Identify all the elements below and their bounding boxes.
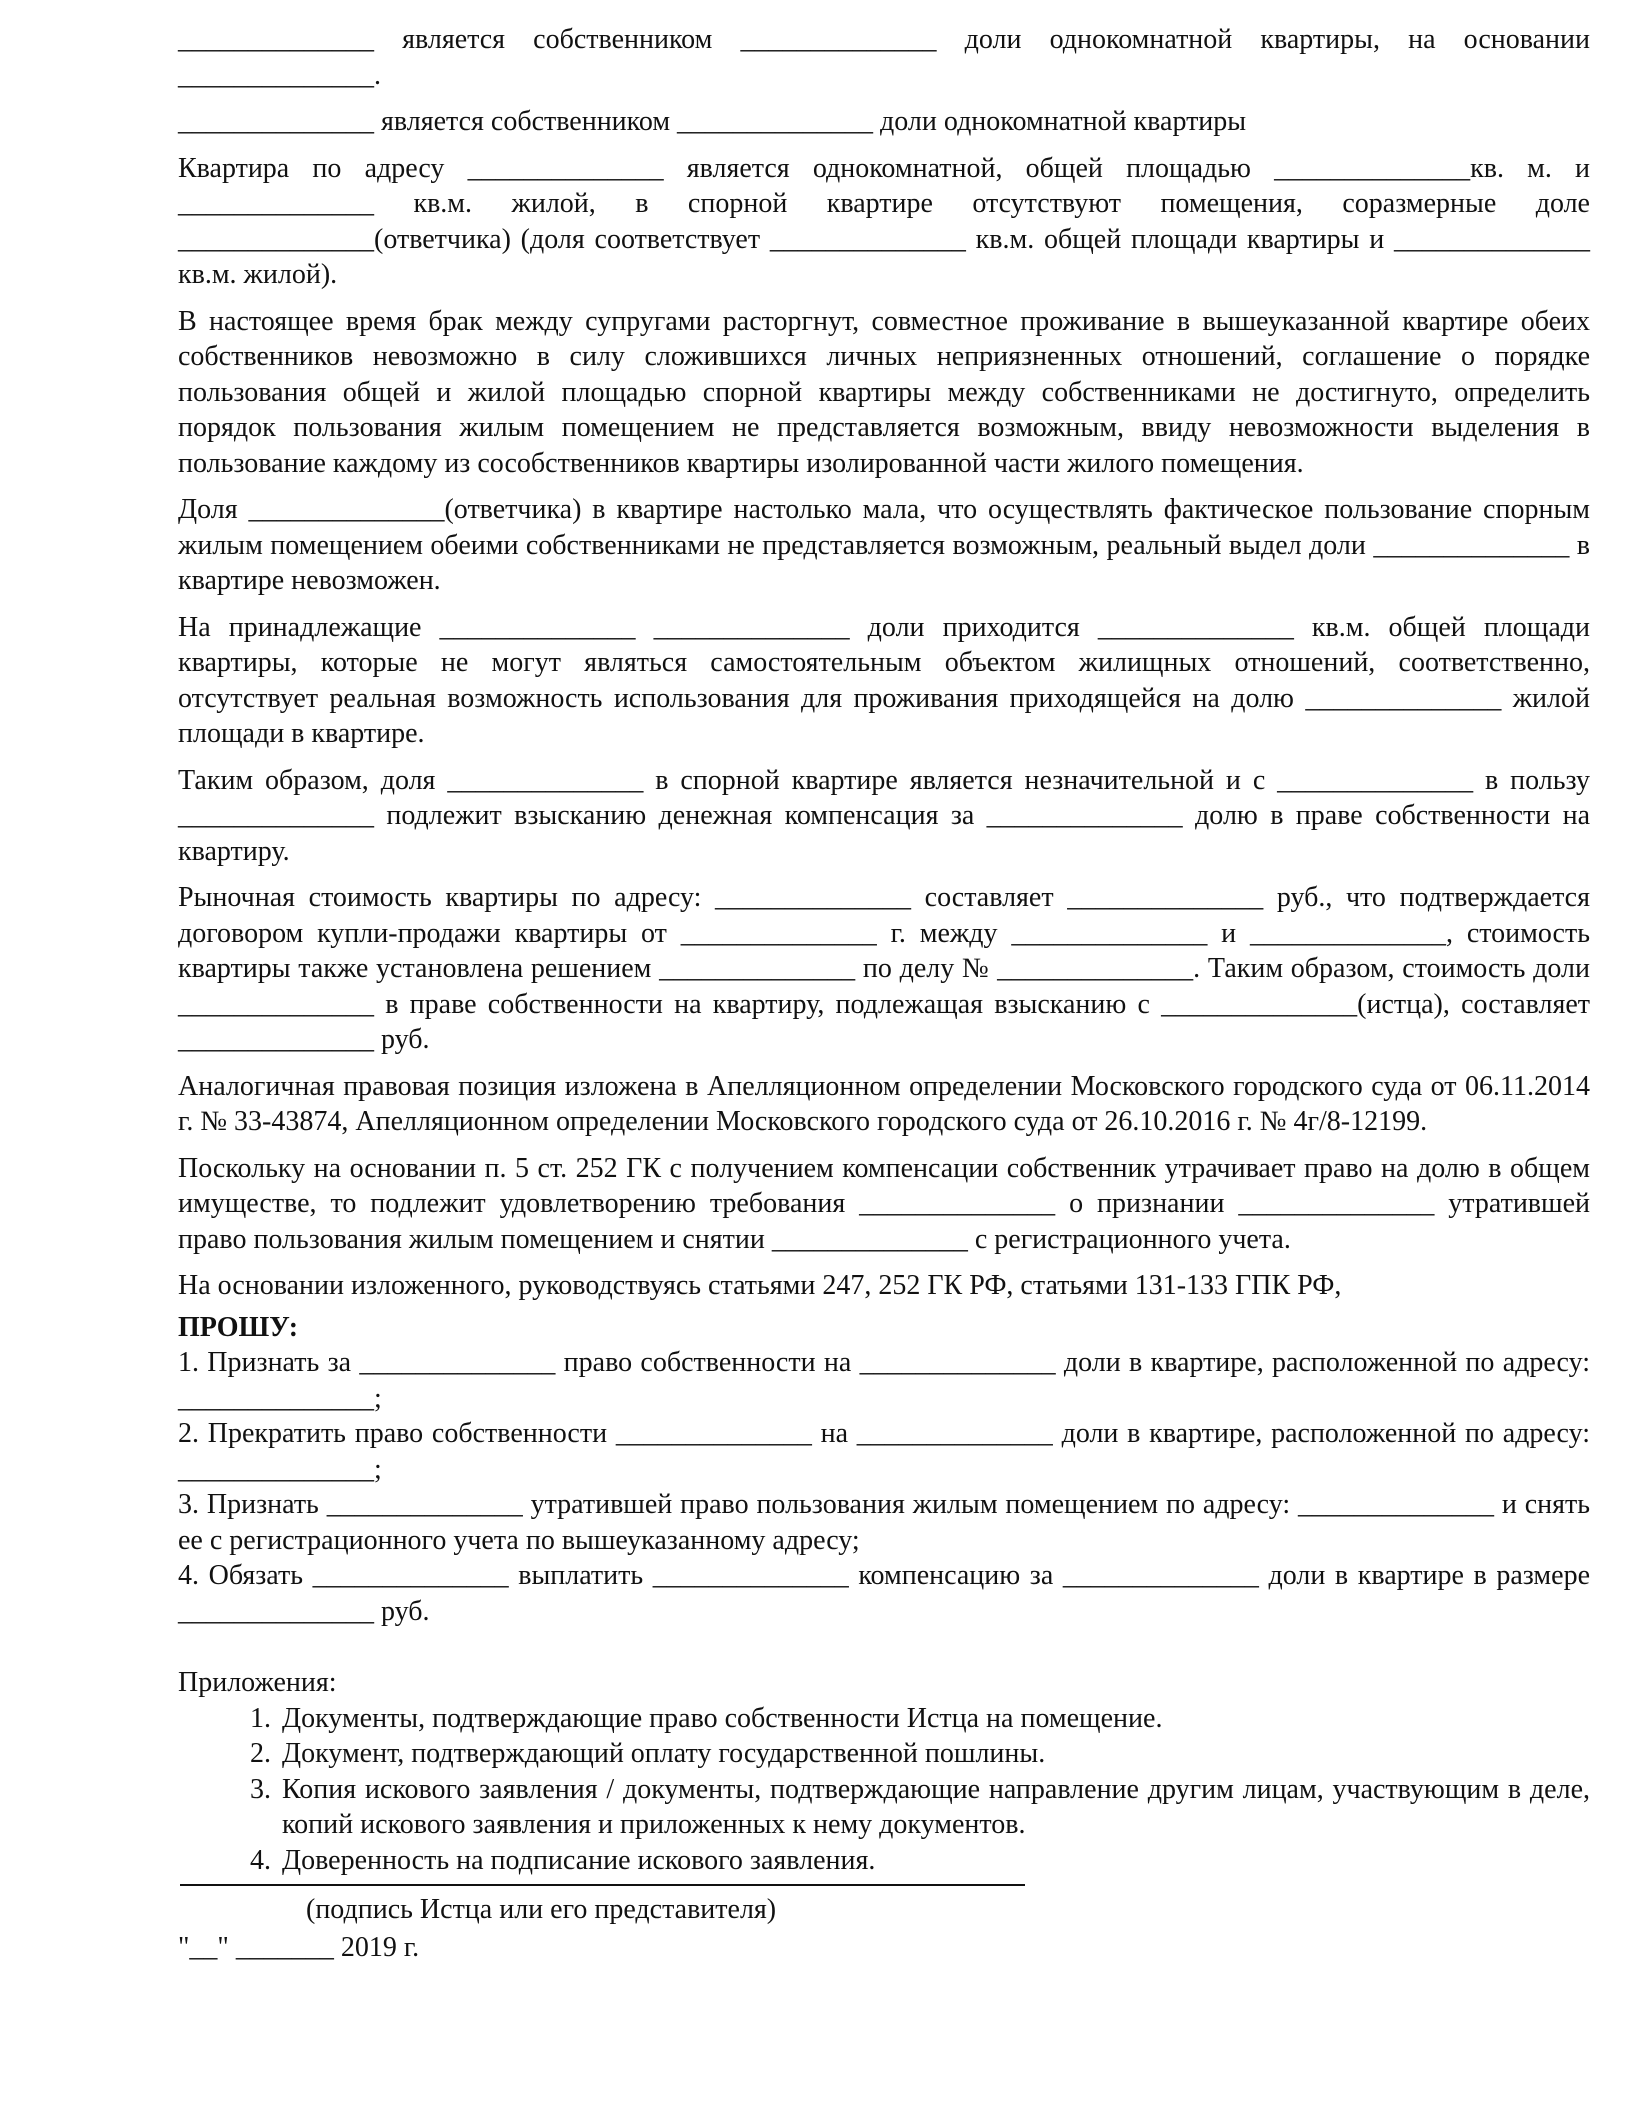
paragraph-owner-2: ______________ является собственником ______________ доли однокомнатной квартиры — [178, 106, 1247, 137]
attachment-item: 1. Документы, подтверждающие право собственности Истца на помещение. — [278, 1701, 1590, 1737]
paragraph-statutes: На основании изложенного, руководствуясь статьями 247, 252 ГК РФ, статьями 131-133 ГПК РФ, — [178, 1270, 1342, 1301]
paragraph-legal-position: Аналогичная правовая позиция изложена в Апелляционном определении Московского городского суда от 06.11.2014 г. № 33-43874, Апелляционном определении Московского городского суда от 26.10.2016 г. № 4г/8-12199. — [178, 1070, 1590, 1137]
signature-caption: (подпись Истца или его представителя) — [306, 1894, 777, 1925]
request-item: 2. Прекратить право собственности ______________ на ______________ доли в квартире, расположенной по адресу: ______________; — [178, 1418, 1590, 1485]
paragraph-divorce: В настоящее время брак между супругами расторгнут, совместное проживание в вышеуказанной квартире обеих собственников невозможно в силу сложившихся личных неприязненных отношений, соглашение о порядке пользования общей и жилой площадью спорной квартиры между собственниками не достигнуто, определить порядок пользования жилым помещением не представляется возможным, ввиду невозможности выделения в пользование каждому из сособственников квартиры изолированной части жилого помещения. — [178, 305, 1590, 479]
request-item: 4. Обязать ______________ выплатить ______________ компенсацию за ______________ доли в квартире в размере ______________ руб. — [178, 1560, 1590, 1627]
paragraph-apartment: Квартира по адресу ______________ является однокомнатной, общей площадью ______________кв. м. и ______________ кв.м. жилой, в спорной квартире отсутствуют помещения, соразмерные доле ______________(ответчика) (доля соответствует ______________ кв.м. общей площади квартиры и ______________ кв.м. жилой). — [178, 152, 1590, 290]
attachment-item: 3. Копия искового заявления / документы, подтверждающие направление другим лицам, участвующим в деле, копий искового заявления и приложенных к нему документов. — [278, 1772, 1590, 1843]
signature-line — [180, 1884, 1025, 1886]
paragraph-owner-1: ______________ является собственником ______________ доли однокомнатной квартиры, на основании ______________. — [178, 24, 1590, 91]
attachments-title: Приложения: — [178, 1667, 337, 1698]
request-heading: ПРОШУ: — [178, 1311, 299, 1343]
paragraph-share-area: На принадлежащие ______________ ______________ доли приходится ______________ кв.м. общей площади квартиры, которые не могут являться самостоятельным объектом жилищных отношений, соответственно, отсутствует реальная возможность использования для проживания приходящейся на долю ______________ жилой площади в квартире. — [178, 611, 1590, 749]
attachment-item: 4. Доверенность на подписание искового заявления. — [278, 1843, 1590, 1879]
request-item: 3. Признать ______________ утратившей право пользования жилым помещением по адресу: ______________ и снять ее с регистрационного учета по вышеуказанному адресу; — [178, 1489, 1590, 1556]
attachment-item: 2. Документ, подтверждающий оплату государственной пошлины. — [278, 1736, 1590, 1772]
paragraph-basis: Поскольку на основании п. 5 ст. 252 ГК с получением компенсации собственник утрачивает право на долю в общем имуществе, то подлежит удовлетворению требования ______________ о признании ______________ утратившей право пользования жилым помещением и снятии ______________ с регистрационного учета. — [178, 1152, 1590, 1255]
paragraph-market-value: Рыночная стоимость квартиры по адресу: ______________ составляет ______________ руб., что подтверждается договором купли-продажи квартиры от ______________ г. между ______________ и ______________, стоимость квартиры также установлена решением ______________ по делу № ______________. Таким образом, стоимость доли ______________ в праве собственности на квартиру, подлежащая взысканию с ______________(истца), составляет ______________ руб. — [178, 882, 1590, 1055]
paragraph-share-small: Доля ______________(ответчика) в квартире настолько мала, что осуществлять фактическое пользование спорным жилым помещением обеими собственниками не представляется возможным, реальный выдел доли ______________ в квартире невозможен. — [178, 494, 1590, 596]
request-section — [178, 1310, 1590, 1630]
date-line: "__" _______ 2019 г. — [178, 1931, 420, 1963]
paragraph-compensation: Таким образом, доля ______________ в спорной квартире является незначительной и с ______________ в пользу ______________ подлежит взысканию денежная компенсация за ______________ долю в праве собственности на квартиру. — [178, 764, 1590, 867]
request-item: 1. Признать за ______________ право собственности на ______________ доли в квартире, расположенной по адресу: ______________; — [178, 1347, 1590, 1414]
attachments-list — [178, 1701, 1590, 1879]
